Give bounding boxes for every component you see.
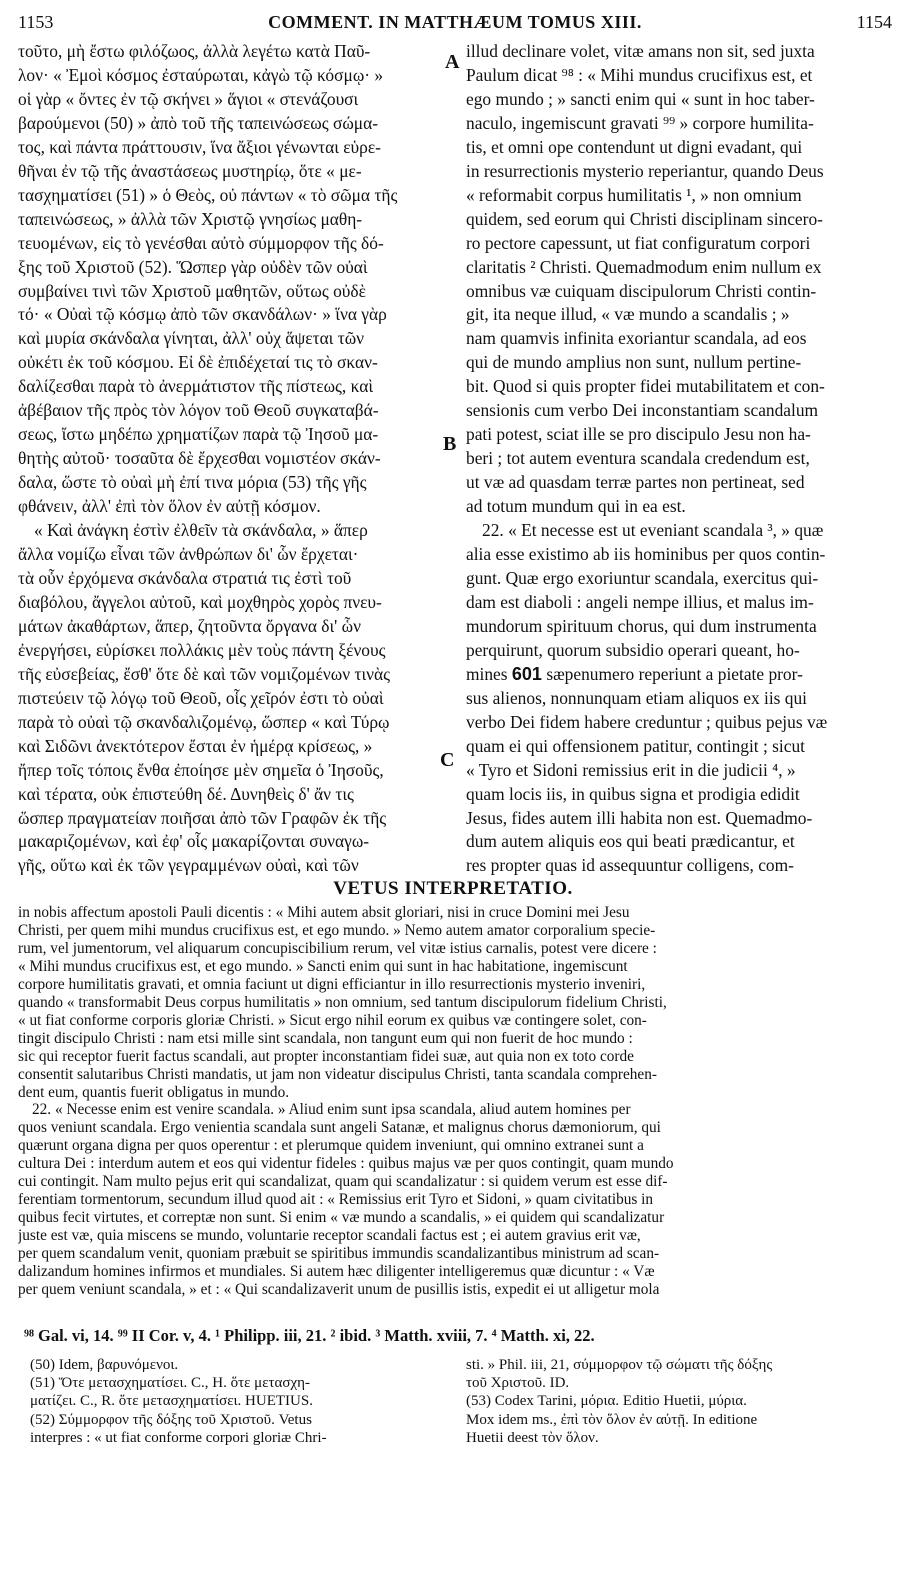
latin-line: tis, et omni ope contendunt ut digni evadant, qui xyxy=(466,136,803,157)
latin-line: naculo, ingemiscunt gravati ⁹⁹ » corpore humilita- xyxy=(466,112,814,133)
greek-line: θητὴς αὐτοῦ· τοσαῦτα δὲ ἔρχεσθαι νομιστέον σκάν- xyxy=(18,448,381,469)
footnote-line: sti. » Phil. iii, 21, σύμμορφον τῷ σώματι τῆς δόξης xyxy=(466,1357,773,1373)
latin-line: nam quamvis infinita exoriantur scandala, ad eos xyxy=(466,328,807,349)
vetus-line: tingit discipulo Christi : nam etsi mille sint scandala, non tangunt eum qui non fuerit de hoc mundo : xyxy=(18,1029,633,1047)
greek-line: τῆς εὐσεβείας, ἔσθ' ὅτε δὲ καὶ τῶν νομιζομένων τινὰς xyxy=(18,663,390,684)
latin-line: ut væ ad quasdam terræ partes non pertineat, sed xyxy=(466,472,805,493)
footnote-line: Huetii deest τὸν ὅλον. xyxy=(466,1429,599,1446)
latin-line: ad totum mundum qui in ea est. xyxy=(466,496,686,517)
greek-line: μακαριζομένων, καὶ ἐφ' οἷς μακαρίζονται συναγω- xyxy=(18,831,370,852)
greek-line: ξης τοῦ Χριστοῦ (52). Ὥσπερ γὰρ οὐδὲν τῶν οὐαὶ xyxy=(18,256,368,277)
latin-line: illud declinare volet, vitæ amans non sit, sed juxta xyxy=(466,41,815,61)
latin-line: qui de mundo amplius non sunt, nullum pertine- xyxy=(466,352,802,373)
greek-line: δαλίζεσθαι παρὰ τὸ ἀνερμάτιστον τῆς πίστεως, καὶ xyxy=(18,376,374,397)
latin-line: « reformabit corpus humilitatis ¹, » non omnium xyxy=(466,184,802,205)
left-page-number: 1153 xyxy=(18,12,54,32)
greek-line: οὐκέτι ἐκ τοῦ κόσμου. Εἰ δὲ ἐπιδέχεταί τις τὸ σκαν- xyxy=(18,352,378,373)
vetus-interpretatio-text xyxy=(18,904,888,1299)
latin-line: in resurrectionis mysterio reperiantur, quando Deus xyxy=(466,160,824,181)
footnote-line: (53) Codex Tarini, μόρια. Editio Huetii, μύρια. xyxy=(466,1393,747,1410)
vetus-interpretatio-heading: VETUS INTERPRETATIO. xyxy=(333,878,573,899)
running-header xyxy=(18,12,892,36)
vetus-line: « Mihi mundus crucifixus est, et ego mundo. » Sancti enim qui sunt in hac habitatione, ingemiscunt xyxy=(18,957,628,975)
right-page-number: 1154 xyxy=(856,12,892,32)
vetus-line: rum, vel jumentorum, vel aliquarum concupiscibilium rerum, vel vitæ istius carnalis, potest vere dicere : xyxy=(18,939,657,957)
latin-line: dam est diaboli : angeli nempe illius, et malus im- xyxy=(466,591,814,612)
greek-line: ἐνεργήσει, εὑρίσκει πολλάκις μὲν τοὺς πάντη ξένους xyxy=(18,639,386,660)
latin-line-remainder: sæpenumero reperiunt a pietate pror- xyxy=(546,663,803,684)
latin-line: verbo Dei fidem habere creduntur ; quibus pejus væ xyxy=(466,711,828,732)
margin-letter-c: C xyxy=(440,749,455,771)
column-number-badge: 601 xyxy=(511,663,542,684)
greek-line: παρὰ τὸ οὐαὶ τῷ σκανδαλιζομένῳ, ὥσπερ « καὶ Τύρῳ xyxy=(18,711,390,732)
margin-letter-a: A xyxy=(445,51,460,73)
latin-line: quam locis iis, in quibus signa et prodigia edidit xyxy=(466,783,800,804)
greek-line: φθάνειν, ἀλλ' ἐπὶ τὸν ὅλον ἐν αὐτῇ κόσμον. xyxy=(18,496,321,517)
vetus-line: in nobis affectum apostoli Pauli dicentis : « Mihi autem absit gloriari, nisi in cruce Domini mei Jesu xyxy=(18,904,630,921)
latin-line: bit. Quod si quis propter fidei mutabilitatem et con- xyxy=(466,376,825,397)
vetus-line: per quem scandalum venit, quoniam præbuit se spiritibus immundis scandalizantibus ministrum ad scan- xyxy=(18,1245,660,1263)
vetus-line: quibus fecit virtutes, et correptæ non sunt. Si enim « væ mundo a scandalis, » ei quidem qui scandalizatur xyxy=(18,1209,665,1227)
greek-line: οἱ γὰρ « ὄντες ἐν τῷ σκήνει » ἅγιοι « στενάζουσι xyxy=(18,88,359,109)
vetus-line: Christi, per quem mihi mundus crucifixus est, et ego mundo. » Nemo autem amator corporalium specie- xyxy=(18,921,656,939)
footnotes-left xyxy=(30,1356,448,1447)
latin-line: beri ; tot autem eventura scandala credendum est, xyxy=(466,448,810,469)
vetus-line: dent eum, quantis fuerit obligatus in mundo. xyxy=(18,1083,290,1101)
greek-line: τευομένων, εἰς τὸ γενέσθαι αὐτὸ σύμμορφον τῆς δό- xyxy=(18,232,384,253)
footnote-line: Mox idem ms., ἐπὶ τὸν ὅλον ἐν αὐτῇ. In editione xyxy=(466,1411,758,1428)
greek-line: « Καὶ ἀνάγκη ἐστὶν ἐλθεῖν τὰ σκάνδαλα, » ἅπερ xyxy=(34,520,368,541)
vetus-line: per quem veniunt scandala, » et : « Qui scandalizaverit unum de pusillis istis, expedit ei ut alligetur mola xyxy=(18,1281,660,1299)
latin-line: ego mundo ; » sancti enim qui « sunt in hoc taber- xyxy=(466,88,815,109)
latin-line: gunt. Quæ ergo exoriuntur scandala, exercitus qui- xyxy=(466,567,819,588)
greek-line: πιστεύειν τῷ λόγῳ τοῦ Θεοῦ, οἷς χεῖρόν ἐστι τὸ οὐαὶ xyxy=(18,687,384,708)
vetus-line: juste est væ, quia miscens se mundo, voluntarie receptor scandali factus est ; ei autem gravius erit væ, xyxy=(18,1227,641,1245)
latin-line: quam ei qui offensionem patitur, contingit ; sicut xyxy=(466,735,806,756)
greek-line: τασχηματίσει (51) » ὁ Θεὸς, οὐ πάντων « τὸ σῶμα τῆς xyxy=(18,184,398,205)
latin-line: claritatis ² Christi. Quemadmodum enim nullum ex xyxy=(466,256,822,277)
badge-prefix: mines xyxy=(466,663,508,684)
vetus-line: corpore humilitatis gravati, et omnia faciunt ut digni efficiantur in illo resurrectionis mysterio inveniri, xyxy=(18,975,646,993)
latin-line-with-badge xyxy=(466,663,886,687)
greek-line: βαρούμενοι (50) » ἀπὸ τοῦ τῆς ταπεινώσεως σώμα- xyxy=(18,112,378,133)
greek-line: σεως, ἴστω μηδέπω χρηματίζων παρὰ τῷ Ἰησοῦ μα- xyxy=(18,424,379,445)
greek-line: καὶ τέρατα, οὐκ ἐπιστεύθη δέ. Δυνηθεὶς δ' ἄν τις xyxy=(18,783,354,804)
vetus-line: « ut fiat conforme corporis gloriæ Christi. » Sicut ergo nihil eorum ex quibus væ contingere solet, con- xyxy=(18,1011,647,1029)
latin-line: mundorum spirituum chorus, qui dum instrumenta xyxy=(466,615,817,636)
vetus-line: dalizandum homines infirmos et mundiales. Si autem hæc diligenter intelligeremus quæ dicuntur : « Væ xyxy=(18,1263,655,1281)
greek-line: τος, καὶ πάντα πράττουσιν, ἵνα ἄξιοι γένωνται εὑρε- xyxy=(18,136,381,157)
greek-line: γῆς, οὕτω καὶ ἐκ τῶν γεγραμμένων οὐαὶ, καὶ τῶν xyxy=(18,855,359,876)
greek-line: δαλα, ὥστε τὸ οὐαὶ μὴ ἐπί τινα μόρια (53) τῆς γῆς xyxy=(18,472,367,493)
latin-line: sensionis cum verbo Dei inconstantiam scandalum xyxy=(466,400,819,421)
greek-line: θῆναι ἐν τῷ τῆς ἀναστάσεως μυστηρίῳ, ὅτε « με- xyxy=(18,160,362,181)
running-title: COMMENT. IN MATTHÆUM TOMUS XIII. xyxy=(268,12,642,32)
margin-letter-b: B xyxy=(443,433,457,455)
latin-line: pati potest, sciat ille se pro discipulo Jesu non ha- xyxy=(466,424,811,445)
greek-line: καὶ Σιδῶνι ἀνεκτότερον ἔσται ἐν ἡμέρᾳ κρίσεως, » xyxy=(18,735,373,756)
greek-line: ἀβέβαιον τῆς πρὸς τὸν λόγον τοῦ Θεοῦ συγκαταβά- xyxy=(18,400,379,421)
latin-line: quidem, sed eorum qui Christi disciplinam sincero- xyxy=(466,208,823,229)
vetus-line: cui contingit. Nam multo pejus erit qui scandalizat, quam qui scandalizatur : si quidem verum est esse dif- xyxy=(18,1173,668,1191)
footnote-line: interpres : « ut fiat conforme corpori gloriæ Chri- xyxy=(30,1429,327,1446)
greek-line: ὥσπερ πραγματείαν ποιῆσαι ἀπὸ τῶν Γραφῶν ἐκ τῆς xyxy=(18,807,387,828)
greek-line: διαβόλου, ἄγγελοι αὐτοῦ, καὶ μοχθηρὸς χορὸς πνευ- xyxy=(18,591,382,612)
vetus-line: ferentiam tormentorum, secundum illud quod ait : « Remissius erit Tyro et Sidoni, » quam civitatibus in xyxy=(18,1191,654,1209)
scripture-references: ⁹⁸ Gal. vi, 14. ⁹⁹ II Cor. v, 4. ¹ Philipp. iii, 21. ² ibid. ³ Matth. xviii, 7. ⁴ Matth. xi, 22. xyxy=(24,1326,595,1345)
latin-line: « Tyro et Sidoni remissius erit in die judicii ⁴, » xyxy=(466,759,796,780)
greek-line: ἄλλα νομίζω εἶναι τῶν ἀνθρώπων δι' ὧν ἔρχεται· xyxy=(18,544,359,565)
greek-line: τὰ οὖν ἐρχόμενα σκάνδαλα στρατιά τις ἐστὶ τοῦ xyxy=(18,567,352,588)
greek-line: τοῦτο, μὴ ἔστω φιλόζωος, ἀλλὰ λεγέτω κατὰ Παῦ- xyxy=(18,41,371,61)
latin-line: 22. « Et necesse est ut eveniant scandala ³, » quæ xyxy=(482,520,824,541)
vetus-line: quando « transformabit Deus corpus humilitatis » non omnium, sed tantum discipulorum fidelium Christi, xyxy=(18,993,667,1011)
footnote-line: ματίζει. C., R. ὅτε μετασχηματίσει. HUETIUS. xyxy=(30,1393,313,1410)
vetus-line: consentit salutaribus Christi mandatis, ut jam non videatur discipulus Christi, tanta scandala comprehen- xyxy=(18,1065,657,1083)
vetus-line: quærunt organa digna per quos operentur : et plerumque quidem inveniunt, qui omnino extranei sunt a xyxy=(18,1137,644,1155)
footnote-line: τοῦ Χριστοῦ. ID. xyxy=(466,1375,570,1392)
footnote-line: (50) Idem, βαρυνόμενοι. xyxy=(30,1357,179,1373)
latin-line: omnibus væ cuiquam discipulorum Christi contin- xyxy=(466,280,817,301)
greek-line: καὶ μυρία σκάνδαλα γίνηται, ἀλλ' οὐχ ἅψεται τῶν xyxy=(18,328,365,349)
latin-line: Jesus, fides autem illi habita non est. Quemadmo- xyxy=(466,807,813,828)
vetus-line: sic qui receptor fuerit factus scandali, aut propter inconstantiam fidei suæ, aut quia non ex toto corde xyxy=(18,1047,634,1065)
vetus-line: cultura Dei : interdum autem et eos qui videntur fideles : quibus majus væ per quos contingit, quam mundo xyxy=(18,1155,674,1173)
latin-line: git, ita neque illud, « væ mundo a scandalis ; » xyxy=(466,304,790,325)
greek-line: τό· « Οὐαὶ τῷ κόσμῳ ἀπὸ τῶν σκανδάλων· » ἵνα γὰρ xyxy=(18,304,387,325)
latin-text-column xyxy=(466,40,886,878)
greek-line: συμβαίνει τινὶ τῶν Χριστοῦ μαθητῶν, οὕτως οὐδὲ xyxy=(18,280,366,301)
footnotes-right xyxy=(466,1356,886,1447)
vetus-line: quos veniunt scandala. Ergo venientia scandala sunt angeli Satanæ, et malignus chorus dæmoniorum, qui xyxy=(18,1119,661,1137)
latin-line: ro pectore capessunt, ut fiat configuratum corpori xyxy=(466,232,811,253)
latin-line: sus alienos, nonnunquam etiam aliquos ex iis qui xyxy=(466,687,808,708)
latin-line: perquirunt, quorum subsidio operari queant, ho- xyxy=(466,639,800,660)
latin-line: Paulum dicat ⁹⁸ : « Mihi mundus crucifixus est, et xyxy=(466,64,813,85)
greek-line: ταπεινώσεως, » ἀλλὰ τῶν Χριστῷ γνησίως μαθη- xyxy=(18,208,363,229)
greek-line: λον· « Ἐμοὶ κόσμος ἐσταύρωται, κἀγὼ τῷ κόσμῳ· » xyxy=(18,64,384,85)
greek-text-column xyxy=(18,40,446,878)
footnote-line: (52) Σύμμορφον τῆς δόξης τοῦ Χριστοῦ. Vetus xyxy=(30,1411,312,1428)
latin-line: res propter quas id assequuntur colligens, com- xyxy=(466,855,794,876)
latin-line: dum autem aliquis eos qui beati prædicantur, et xyxy=(466,831,795,852)
latin-line: alia esse existimo ab iis hominibus per quos contin- xyxy=(466,544,826,565)
greek-line: μάτων ἀκαθάρτων, ἅπερ, ζητοῦντα ὄργανα δι' ὧν xyxy=(18,615,361,636)
vetus-line: 22. « Necesse enim est venire scandala. » Aliud enim sunt ipsa scandala, aliud autem homines per xyxy=(32,1101,631,1119)
greek-line: ἤπερ τοῖς τόποις ἔνθα ἐποίησε μὲν σημεῖα ὁ Ἰησοῦς, xyxy=(18,759,384,780)
footnote-line: (51) Ὅτε μετασχηματίσει. C., H. ὅτε μετασχη- xyxy=(30,1375,310,1392)
